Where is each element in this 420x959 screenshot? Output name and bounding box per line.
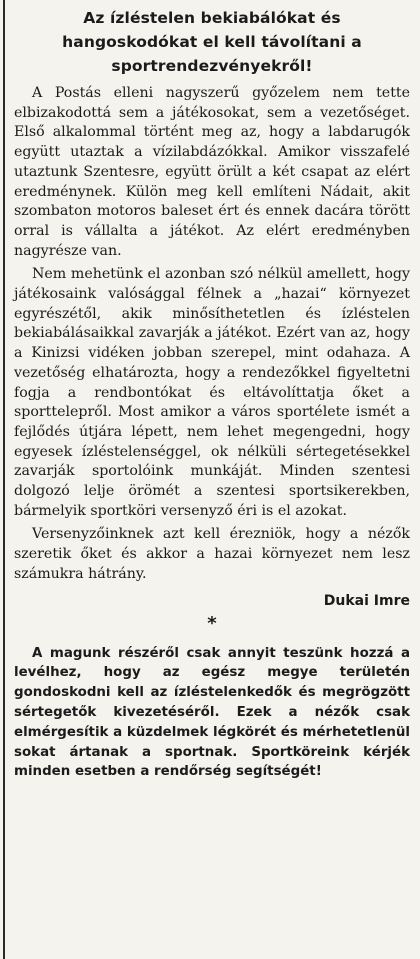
column-rule (3, 0, 5, 959)
article-paragraph-1: A Postás elleni nagyszerű győzelem nem tette elbizakodottá sem a játékosokat, sem a vezetőséget. Első alkalommal történt meg az, hogy a labdarugók együtt utaztak a vízilabdázókkal. Amikor visszafelé utaztunk Szentesre, együtt örült a két csapat az elért eredménynek. Külön meg kell említeni Nádait, akit szombaton motoros baleset ért és ennek dacára törött orral is vállalta a játékot. Az elért eredményben nagyrésze van. (14, 85, 410, 259)
editorial-note: A magunk részéről csak annyit teszünk hozzá a levélhez, hogy az egész megye területén gondoskodni kell az ízléstelenkedők és megrögzött sértegetők kivezetéséről. Ezek a nézők csak elmérgesítik a küzdelmek légkörét és mérhetetlenül sokat ártanak a sportnak. Sportköreink kérjék minden esetben a rendőrség segítségét! (14, 645, 410, 780)
headline: Az ízléstelen bekiabálókat és hangoskodókat el kell távolítani a sportrendezvényekről! (62, 9, 362, 75)
section-separator: * (207, 612, 217, 634)
article-paragraph-3: Versenyzőinknek azt kell érezniök, hogy a nézők szeretik őket és akkor a hazai környezet nem lesz számukra hátrány. (14, 526, 410, 582)
article-paragraph-2: Nem mehetünk el azonban szó nélkül amellett, hogy játékosaink valósággal félnek a „hazai“ környezet egyrészétől, akik minősíthetetlen és ízléstelen bekiabálásaikkal zavarják a játékot. Ezért van az, hogy a Kinizsi vidéken jobban szerepel, mint odahaza. A vezetőség elhatározta, hogy a rendezőkkel figyeltetni fogja a rendbontókat és eltávolíttatja őket a sporttelepről. Most amikor a város sportélete ismét a fejlődés útjára lépett, nem lehet megengedni, hogy egyesek ízléstelenséggel, ok nélküli sértegetésekkel zavarják sportolóink munkáját. Minden szentesi dolgozó lelje örömét a szentesi sportsikerekben, bármelyik sportköri versenyző éri is el azokat. (14, 266, 410, 519)
news-article (14, 6, 410, 782)
author-signature: Dukai Imre (323, 592, 410, 609)
